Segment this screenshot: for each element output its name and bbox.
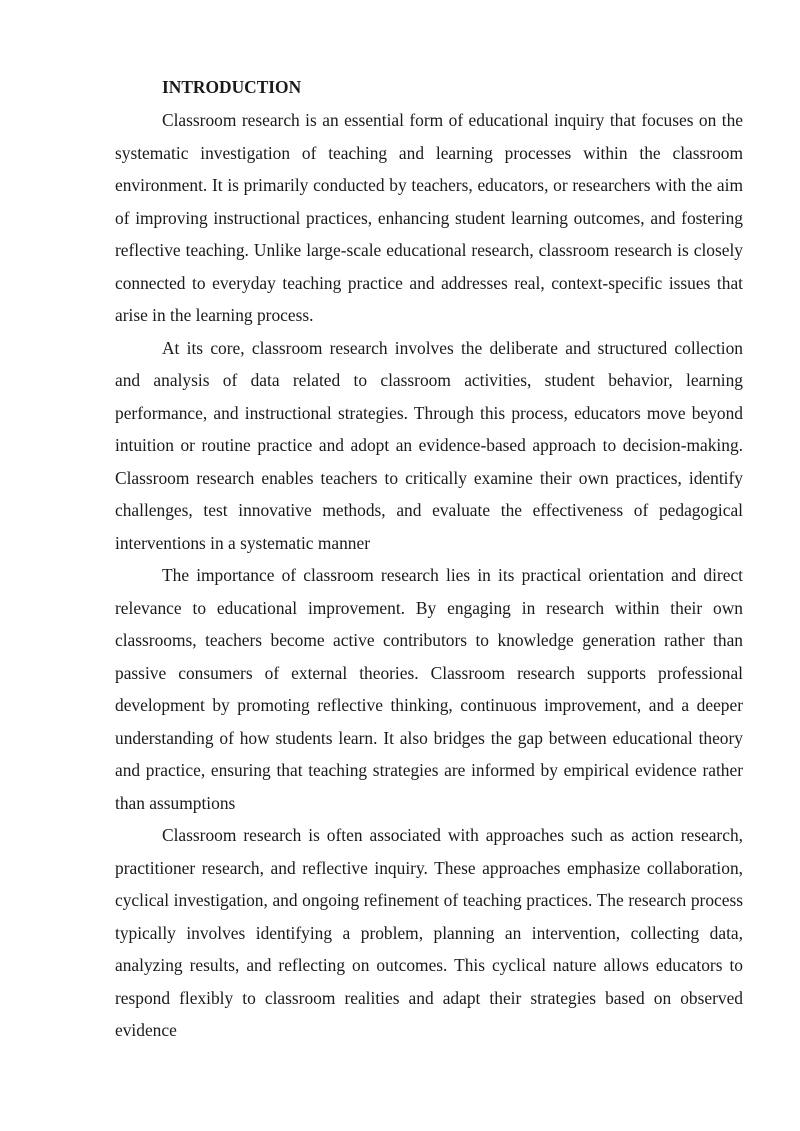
paragraph: Classroom research is an essential form of educational inquiry that focuses on the systematic investigation of teaching and learning processes within the classroom environment. It is primarily conducted by teachers, educators, or researchers with the aim of improving instructional practices, enhancing student learning outcomes, and fostering reflective teaching. Unlike large-scale educational research, classroom research is closely connected to everyday teaching practice and addresses real, context-specific issues that arise in the learning process. (115, 110, 743, 325)
paragraph: Classroom research is often associated with approaches such as action research, practitioner research, and reflective inquiry. These approaches emphasize collaboration, cyclical investigation, and ongoing refinement of teaching practices. The research process typically involves identifying a problem, planning an intervention, collecting data, analyzing results, and reflecting on outcomes. This cyclical nature allows educators to respond flexibly to classroom realities and adapt their strategies based on observed evidence (115, 825, 743, 1040)
document-body (115, 70, 743, 1047)
paragraph: At its core, classroom research involves the deliberate and structured collection and analysis of data related to classroom activities, student behavior, learning performance, and instructional strategies. Through this process, educators move beyond intuition or routine practice and adopt an evidence-based approach to decision-making. Classroom research enables teachers to critically examine their own practices, identify challenges, test innovative methods, and evaluate the effectiveness of pedagogical interventions in a systematic manner (115, 337, 743, 553)
paragraph: The importance of classroom research lies in its practical orientation and direct relevance to educational improvement. By engaging in research within their own classrooms, teachers become active contributors to knowledge generation rather than passive consumers of external theories. Classroom research supports professional development by promoting reflective thinking, continuous improvement, and a deeper understanding of how students learn. It also bridges the gap between educational theory and practice, ensuring that teaching strategies are informed by empirical evidence rather than assumptions (115, 565, 743, 813)
section-heading: INTRODUCTION (162, 77, 302, 97)
